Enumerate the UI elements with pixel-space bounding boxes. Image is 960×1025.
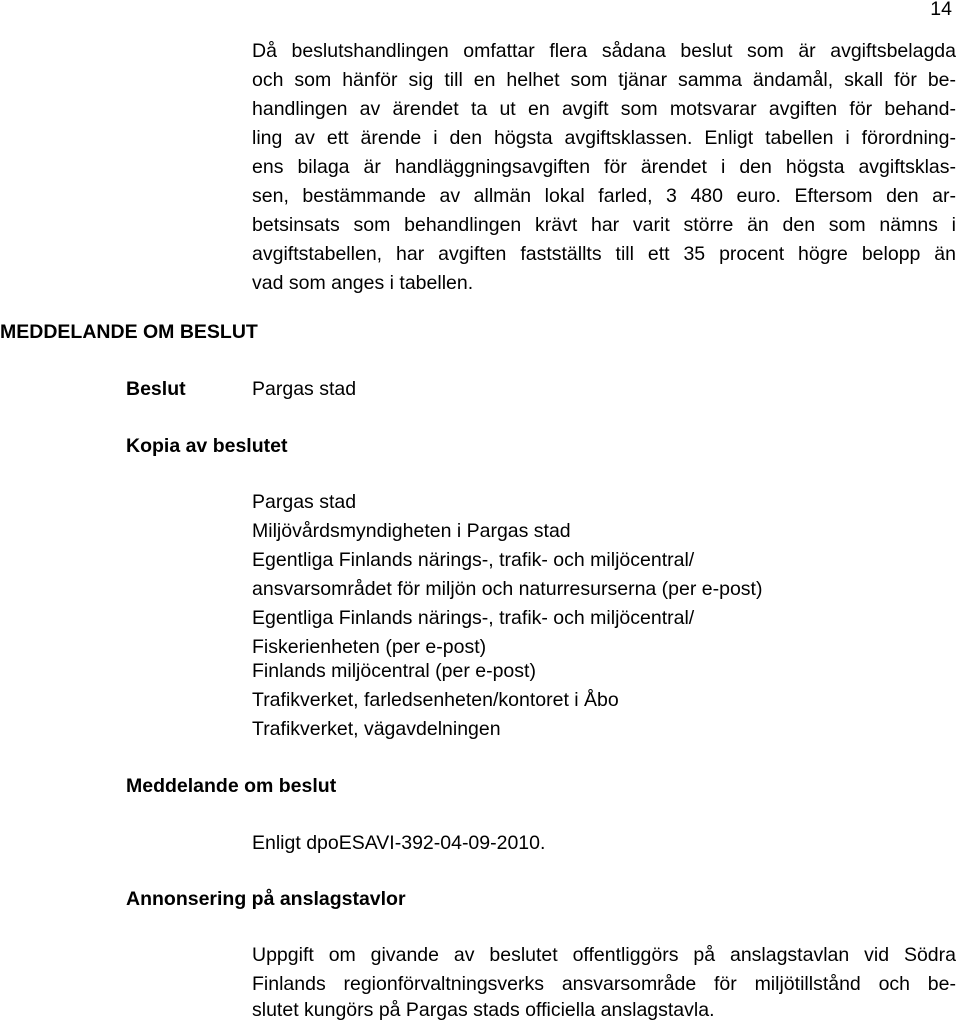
section-title: MEDDELANDE OM BESLUT <box>0 321 258 343</box>
paragraph-line: sen, bestämmande av allmän lokal farled, 3 480 euro. Eftersom den ar- <box>252 185 956 207</box>
page-number: 14 <box>930 0 952 20</box>
paragraph-line: Då beslutshandlingen omfattar flera sådana beslut som är avgiftsbelagda <box>252 40 956 62</box>
paragraph-line: vad som anges i tabellen. <box>252 272 474 294</box>
notice-of-decision-value: Enligt dpoESAVI-392-04-09-2010. <box>252 832 546 854</box>
announcement-label: Annonsering på anslagstavlor <box>126 888 406 910</box>
recipient-item: Egentliga Finlands närings-, trafik- och miljöcentral/ <box>252 607 695 629</box>
recipient-item: Finlands miljöcentral (per e-post) <box>252 660 536 682</box>
paragraph-line: ens bilaga är handläggningsavgiften för ärendet i den högsta avgiftsklas- <box>252 156 956 178</box>
recipient-item: Egentliga Finlands närings-, trafik- och miljöcentral/ <box>252 549 695 571</box>
copy-of-decision-label: Kopia av beslutet <box>126 435 288 457</box>
recipient-item: Fiskerienheten (per e-post) <box>252 636 487 658</box>
paragraph-line: och som hänför sig till en helhet som tjänar samma ändamål, skall för be- <box>252 69 956 91</box>
decision-value: Pargas stad <box>252 378 357 400</box>
paragraph-line: Finlands regionförvaltningsverks ansvarsområde för miljötillstånd och be- <box>252 973 956 995</box>
recipient-item: Miljövårdsmyndigheten i Pargas stad <box>252 520 571 542</box>
recipient-item: ansvarsområdet för miljön och naturresurserna (per e-post) <box>252 578 763 600</box>
recipient-item: Trafikverket, farledsenheten/kontoret i Åbo <box>252 689 619 711</box>
paragraph-line: betsinsats som behandlingen krävt har varit större än den som nämns i <box>252 214 956 236</box>
recipient-item: Pargas stad <box>252 491 357 513</box>
decision-label: Beslut <box>126 378 186 400</box>
paragraph-line: handlingen av ärendet ta ut en avgift som motsvarar avgiften för behand- <box>252 98 956 120</box>
paragraph-line: ling av ett ärende i den högsta avgiftsklassen. Enligt tabellen i förordning- <box>252 127 956 149</box>
paragraph-line: Uppgift om givande av beslutet offentliggörs på anslagstavlan vid Södra <box>252 944 956 966</box>
paragraph-line: slutet kungörs på Pargas stads officiella anslagstavla. <box>252 999 715 1021</box>
recipient-item: Trafikverket, vägavdelningen <box>252 718 501 740</box>
paragraph-line: avgiftstabellen, har avgiften fastställts till ett 35 procent högre belopp än <box>252 243 956 265</box>
notice-of-decision-label: Meddelande om beslut <box>126 775 337 797</box>
